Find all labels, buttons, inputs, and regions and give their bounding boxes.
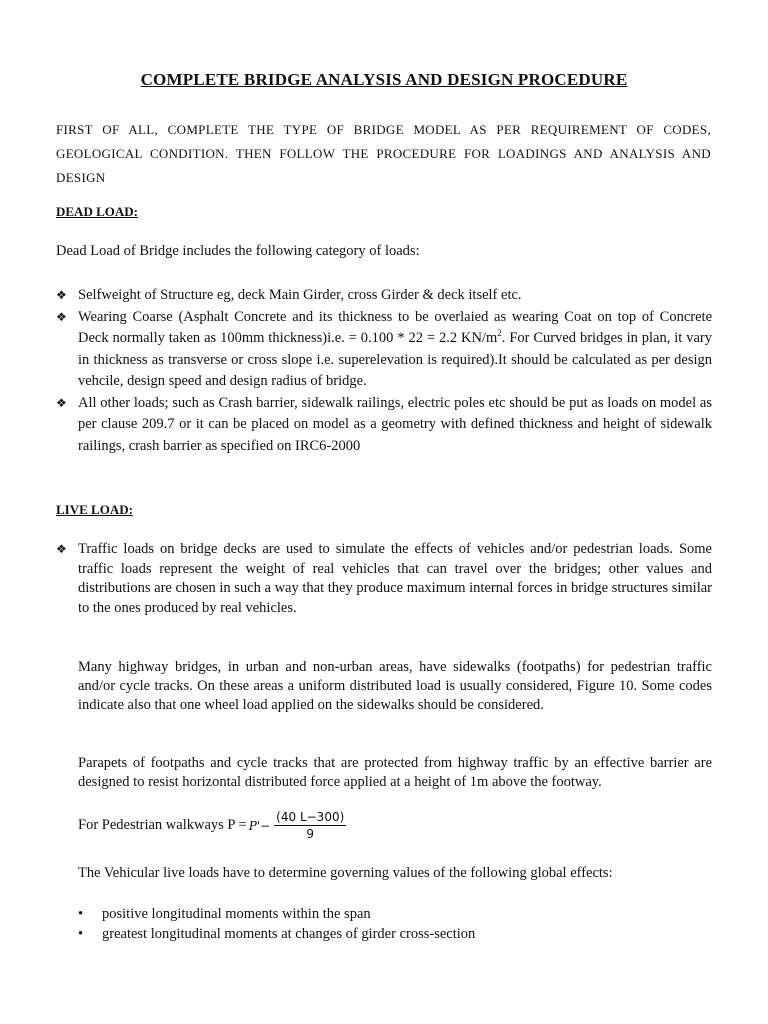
pedestrian-formula: For Pedestrian walkways P = P'− $\frac{(40 L-300)}{9}$ xyxy=(78,810,345,841)
diamond-bullet-icon: ❖ xyxy=(56,288,67,302)
live-load-heading: LIVE LOAD: xyxy=(56,502,133,517)
dead-load-heading: DEAD LOAD: xyxy=(56,204,138,219)
list-item: ❖ Selfweight of Structure eg, deck Main Girder, cross Girder & deck itself etc. xyxy=(56,285,712,307)
diamond-bullet-icon: ❖ xyxy=(56,309,67,324)
vehicular-paragraph: The Vehicular live loads have to determine governing values of the following global effects: xyxy=(78,865,613,881)
live-load-list xyxy=(56,540,712,618)
dot-bullet-icon: • xyxy=(78,926,84,942)
diamond-bullet-icon: ❖ xyxy=(56,395,67,410)
list-item: • greatest longitudinal moments at changes of girder cross-section xyxy=(78,926,476,942)
list-item: ❖ All other loads; such as Crash barrier, sidewalk railings, electric poles etc should be put as loads on model as per clause 209.7 or it can be placed on model as a geometry with defined thickness and height of sidewalk railings, crash barrier as specified on IRC6-2000 xyxy=(56,394,712,454)
effects-list xyxy=(78,904,708,944)
sidewalk-paragraph: Many highway bridges, in urban and non-urban areas, have sidewalks (footpaths) for pedestrian traffic and/or cycle tracks. On these areas a uniform distributed load is usually considered, Figure 10. Some codes indicate also that one wheel load applied on the sidewalks should be considered. xyxy=(78,659,712,713)
list-item: ❖ Wearing Coarse (Asphalt Concrete and its thickness to be overlaied as wearing Coat on top of Concrete Deck normally taken as 100mm thickness)i.e. = 0.100 * 22 = 2.2 $KN/m^2$. For Curved bridges in plan, it vary in thickness as transverse or cross slope i.e. superelevation is required).It should be calculated as per design vehcile, design speed and design radius of bridge. xyxy=(56,308,712,389)
intro-paragraph: FIRST OF ALL, COMPLETE THE TYPE OF BRIDGE MODEL AS PER REQUIREMENT OF CODES, GEOLOGICAL CONDITION. THEN FOLLOW THE PROCEDURE FOR LOADINGS AND ANALYSIS AND DESIGN xyxy=(56,122,711,185)
dead-load-list xyxy=(56,285,712,457)
dead-load-lead: Dead Load of Bridge includes the following category of loads: xyxy=(56,243,420,259)
diamond-bullet-icon: ❖ xyxy=(56,542,67,556)
dot-bullet-icon: • xyxy=(78,906,84,922)
list-item: ❖ Traffic loads on bridge decks are used to simulate the effects of vehicles and/or pedestrian loads. Some traffic loads represent the weight of real vehicles that can travel over the bridges; other values and distributions are chosen in such a way that they produce maximum internal forces in bridge structures similar to the ones produced by real vehicles. xyxy=(56,541,712,616)
document-title: COMPLETE BRIDGE ANALYSIS AND DESIGN PROCEDURE xyxy=(140,70,628,89)
parapet-paragraph: Parapets of footpaths and cycle tracks that are protected from highway traffic by an effective barrier are designed to resist horizontal distributed force applied at a height of 1m above the footway. xyxy=(78,755,712,790)
list-item: • positive longitudinal moments within the span xyxy=(78,906,371,922)
